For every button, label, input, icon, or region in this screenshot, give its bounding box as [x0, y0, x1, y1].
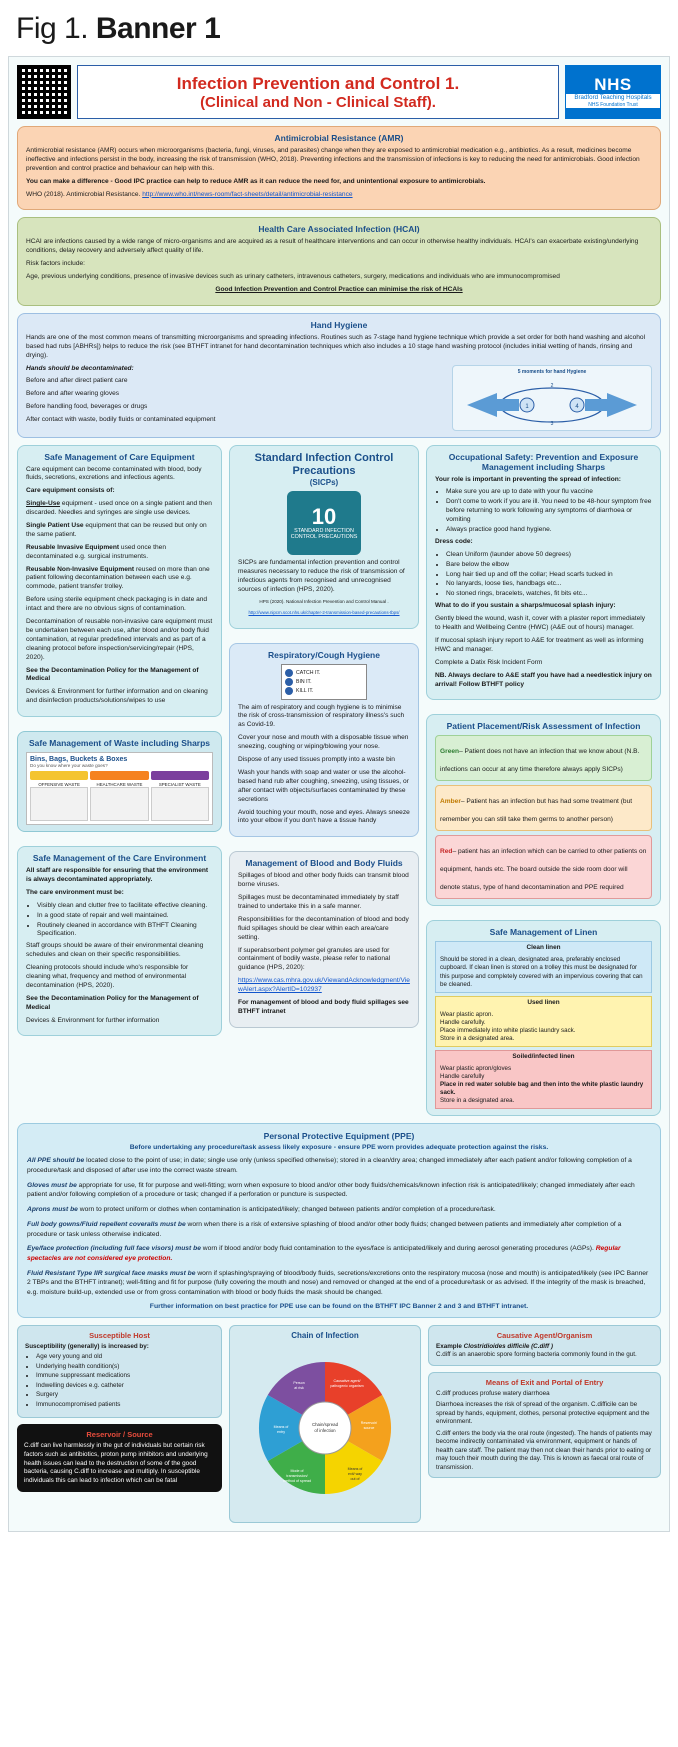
linen-used-line: Handle carefully.	[440, 1018, 486, 1026]
chain-right-column	[428, 1325, 661, 1479]
hand-hygiene-item-0: Before and after direct patient care	[26, 377, 128, 385]
svg-text:at risk: at risk	[294, 1385, 304, 1390]
susceptible-host-list	[25, 1353, 214, 1409]
hand-hygiene-item-2: Before handling food, beverages or drugs	[26, 403, 148, 411]
risk-assessment-heading: Patient Placement/Risk Assessment of Infection	[446, 721, 641, 732]
risk-red-label: Red	[440, 848, 453, 856]
ppe-para-5-keyword: Fluid Resistant Type IIR surgical face masks must be	[27, 1269, 196, 1277]
care-environment-p1: All staff are responsible for ensuring that the environment is always decontaminated appropriately.	[26, 867, 209, 883]
waste-column-image	[30, 787, 88, 821]
risk-green-label: Green	[440, 748, 460, 756]
svg-text:2: 2	[550, 382, 554, 389]
ppe-lead: Before undertaking any procedure/task assess likely exposure - ensure PPE worn provides adequate protection against the risks.	[129, 1144, 549, 1152]
occupational-sharps-p1: Gently bleed the wound, wash it, cover with a plaster report immediately to Health and Wellbeing Centre (HWC) (A&E out of hours) manager.	[435, 615, 646, 632]
respiratory-p1: The aim of respiratory and cough hygiene is to minimise the risk of cross-transmission of respiratory illness's such as Covid-19.	[238, 703, 405, 729]
means-of-exit-p2: Diarrhoea increases the risk of spread of the organism. C.difficile can be spread by hands, equipment, clothes, personal protective equipment and the environment.	[436, 1401, 650, 1426]
waste-columns	[30, 771, 209, 821]
svg-text:1: 1	[525, 403, 529, 410]
catch-it-bin-it-kill-it-poster	[281, 664, 367, 700]
five-moments-diagram	[452, 365, 652, 431]
ppe-para-1-keyword: Gloves must be	[27, 1181, 77, 1189]
poster-line-kill-text: KILL IT.	[296, 687, 314, 694]
care-equipment-section	[17, 445, 222, 717]
hand-hygiene-section	[17, 313, 661, 438]
care-equipment-item-2	[26, 544, 213, 562]
reservoir-text: C.diff can live harmlessly in the gut of individuals but certain risk factors such as antibiotics, proton pump inhibitors and underlying health issues can lead to the destruction of some of the good bacteria, causing C.diff to increase and multiply. In susceptible individuals this can lead to infection which can be fatal	[24, 1442, 208, 1484]
susceptible-host-sub: Susceptibility (generally) is increased by:	[25, 1342, 149, 1350]
ppe-para-4	[27, 1244, 651, 1263]
linen-clean-title: Clean linen	[526, 944, 561, 952]
chain-of-infection-row	[17, 1325, 661, 1523]
blood-fluids-p1: Spillages of blood and other body fluids can transmit blood borne viruses.	[238, 872, 409, 889]
sicps-section	[229, 445, 419, 629]
svg-text:of infection: of infection	[314, 1427, 336, 1433]
care-environment-p4: See the Decontamination Policy for the Management of Medical	[26, 994, 199, 1011]
care-equipment-item-0-text: equipment - used once on a single patient and then discarded. Needles and syringes are single use devices.	[26, 500, 212, 517]
occupational-sharps-p4: NB. Always declare to A&E staff you have had a needlestick injury on arrival! Follow BTHFT policy	[435, 671, 652, 688]
causative-agent-text: C.diff is an anaerobic spore forming bacteria commonly found in the gut.	[436, 1351, 637, 1359]
care-environment-section	[17, 846, 222, 1036]
care-environment-list	[26, 902, 213, 940]
poster-line-catch-text: CATCH IT.	[296, 669, 321, 676]
ppe-heading: Personal Protective Equipment (PPE)	[263, 1131, 415, 1142]
waste-column	[151, 771, 209, 821]
hcai-heading: Health Care Associated Infection (HCAI)	[258, 224, 420, 235]
hcai-footer: Good Infection Prevention and Control Practice can minimise the risk of HCAIs	[215, 286, 463, 294]
care-equipment-heading: Safe Management of Care Equipment	[44, 451, 195, 462]
care-equipment-item-1-lead: Single Patient Use	[26, 522, 84, 530]
susceptible-host-item: • Immunocompromised patients	[36, 1401, 214, 1410]
linen-soiled-line: Handle carefully	[440, 1072, 485, 1080]
linen-clean-block	[435, 941, 652, 992]
poster-line-bin-text: BIN IT.	[296, 678, 312, 685]
linen-clean-text: Should be stored in a clean, designated area, preferably enclosed cupboard. If clean linen is stored on a trolley this must be designated for this purpose and completely covered with an impervious covering that can be cleaned.	[440, 956, 643, 988]
susceptible-host-section	[17, 1325, 222, 1419]
svg-text:entry: entry	[277, 1429, 285, 1434]
ppe-para-0-keyword: All PPE should be	[27, 1157, 85, 1165]
waste-column-label: OFFENSIVE WASTE	[38, 782, 80, 788]
susceptible-host-item: • Underlying health condition(s)	[36, 1363, 214, 1372]
waste-column-image	[90, 787, 148, 821]
care-equipment-sterile: Before using sterile equipment check packaging is in date and intact and there are no obvious signs of contamination.	[26, 596, 208, 613]
tissue-icon	[285, 669, 293, 677]
linen-soiled-line: Wear plastic apron/gloves	[440, 1064, 512, 1072]
respiratory-section	[229, 643, 419, 838]
linen-soiled-title: Soiled/infected linen	[512, 1052, 575, 1060]
amr-paragraph-1: Antimicrobial resistance (AMR) occurs when microorganisms (bacteria, fungi, viruses, and parasites) change when they are exposed to antimicrobial medication e.g., antibiotics. As a result, medicines become ineffective and infections persist in the body, increasing the risk of transmission (WHO, 2018). Preventing infections and the transmission of infections is key to reducing the need for antimicrobials. Good infection prevention and control practice and behaviour can help with this.	[26, 147, 640, 172]
occupational-dress-item: • No stoned rings, bracelets, watches, fit bits etc...	[446, 590, 652, 599]
waste-poster-subtitle: Do you know where your waste goes?	[30, 763, 108, 769]
care-equipment-decon: Decontamination of reusable non-invasive care equipment must be undertaken between each use, after blood and/or body fluid contamination, at regular predefined intervals and as part of a cleaning protocol before inspection/servicing/repair (HPS, 2020).	[26, 618, 213, 661]
linen-soiled-line: Store in a designated area.	[440, 1097, 515, 1105]
occupational-dress-item: • Clean Uniform (launder above 50 degrees)	[446, 551, 652, 560]
hand-hygiene-item-3: After contact with waste, bodily fluids or contaminated equipment	[26, 416, 216, 424]
care-environment-p5: Devices & Environment for further information	[26, 1016, 160, 1024]
ppe-para-4-text: worn if blood and/or body fluid contamination to the eyes/face is anticipated/likely and during aerosol generating procedures (AGPs).	[200, 1245, 596, 1253]
poster-body	[8, 56, 670, 1532]
poster-title-line1: Infection Prevention and Control 1.	[176, 73, 460, 93]
care-equipment-see: See the Decontamination Policy for the Management of Medical	[26, 666, 199, 683]
occupational-role-title: Your role is important in preventing the spread of infection:	[435, 475, 621, 483]
care-equipment-p1: Care equipment can become contaminated with blood, body fluids, secretions, excretions and infectious agents.	[26, 465, 202, 482]
hcai-risk-title: Risk factors include:	[26, 260, 85, 268]
ppe-footer: Further information on best practice for PPE use can be found on the BTHFT IPC Banner 2 and 3 and BTHFT intranet.	[149, 1302, 529, 1310]
chain-left-column	[17, 1325, 222, 1492]
column-left	[17, 445, 222, 1037]
five-moments-illustration	[457, 375, 647, 427]
svg-text:Means of: Means of	[347, 1466, 363, 1471]
sicps-title-line3: (SICPs)	[309, 477, 339, 487]
occupational-dress-list	[435, 551, 652, 599]
occupational-dress-item: • Long hair tied up and off the collar; Head scarfs tucked in	[446, 571, 652, 580]
reservoir-source-section	[17, 1424, 222, 1491]
qr-code-icon[interactable]	[17, 65, 71, 119]
blood-fluids-p4: If superabsorbent polymer gel granules are used for containment of bodily waste, please refer to national guidance (HPS, 2020):	[238, 946, 391, 972]
blood-fluids-link[interactable]: https://www.cas.mhra.gov.uk/ViewandAcknowledgment/ViewAlert.aspx?AlertID=102937	[238, 977, 410, 994]
svg-text:Reservoir/: Reservoir/	[360, 1420, 378, 1425]
linen-section	[426, 920, 661, 1116]
care-environment-item: • Routinely cleaned in accordance with BTHFT Cleaning Specification.	[37, 922, 213, 940]
sicps-badge-number: 10	[311, 503, 337, 529]
amr-reference	[26, 191, 652, 200]
care-equipment-item-3-lead: Reusable Non-Invasive Equipment	[26, 565, 135, 573]
care-environment-sub: The care environment must be:	[26, 888, 124, 896]
waste-column-label: SPECIALIST WASTE	[158, 782, 201, 788]
care-environment-item: • Visibly clean and clutter free to facilitate effective cleaning.	[37, 902, 213, 911]
care-equipment-see2: Devices & Environment for further information and on cleaning and disinfection products/solutions/wipes to use	[26, 688, 208, 705]
risk-amber	[435, 785, 652, 831]
occupational-role-item: • Always practice good hand hygiene.	[446, 526, 652, 535]
linen-soiled-line: Place in red water soluble bag and then into the white plastic laundry sack.	[440, 1081, 644, 1097]
ppe-para-2-keyword: Aprons must be	[27, 1206, 78, 1214]
waste-column-label: HEALTHCARE WASTE	[96, 782, 143, 788]
svg-text:Mode of: Mode of	[290, 1468, 304, 1473]
column-middle	[229, 445, 419, 1028]
amr-reference-text: WHO (2018). Antimicrobial Resistance.	[26, 190, 141, 198]
sicps-reference: HPS (2020). National Infection Prevention and Control Manual .	[259, 598, 389, 604]
waste-poster-title: Bins, Bags, Buckets & Boxes	[30, 756, 128, 764]
ppe-para-4-keyword: Eye/face protection (including full face visors) must be	[27, 1245, 201, 1253]
ppe-para-4-tail: Regular spectacles are not considered eye protection.	[27, 1245, 621, 1262]
hand-hygiene-paragraph: Hands are one of the most common means of transmitting microorganisms and spreading infections. Routines such as 7-stage hand hygiene technique which provide a set order for both hand washing and alcohol based had rubs [ABHRs]) helps to reduce the risk (see BTHFT intranet for hand decontamination techniques which also includes a 10 stage hand washing protocol (includes initial wetting of hands, rinsing and drying).	[26, 333, 646, 359]
care-equipment-item-2-lead: Reusable Invasive Equipment	[26, 543, 120, 551]
amr-paragraph-2: You can make a difference - Good IPC practice can help to reduce AMR as it can reduce the need for, and unintentional exposure to antimicrobials.	[26, 177, 486, 185]
linen-soiled-block	[435, 1050, 652, 1109]
occupational-dress-item: • Bare below the elbow	[446, 561, 652, 570]
means-of-exit-heading: Means of Exit and Portal of Entry	[485, 1377, 604, 1387]
svg-text:transmission/: transmission/	[286, 1473, 308, 1478]
svg-text:out of: out of	[350, 1476, 360, 1481]
ppe-para-1	[27, 1181, 651, 1200]
nhs-logo	[565, 65, 661, 119]
care-equipment-item-2-text: used once then decontaminated e.g. surgical instruments.	[26, 543, 167, 560]
care-environment-p2: Staff groups should be aware of their environmental cleaning schedules and clean on their specific responsibilities.	[26, 942, 204, 959]
care-equipment-sub: Care equipment consists of:	[26, 487, 115, 495]
sicps-title-line2: Precautions	[292, 464, 356, 477]
risk-red-text: – patient has an infection which can be carried to other patients on equipment, hands etc. The board outside the side room door will denote status, type of hand decontamination and PPE required	[440, 848, 647, 892]
poster-line-bin	[285, 678, 363, 686]
sicps-paragraph: SICPs are fundamental infection prevention and control measures necessary to reduce the risk of transmission of infectious agents from recognised and unrecognised sources of infection (HPS, 2020).	[238, 558, 405, 593]
amr-section	[17, 126, 661, 210]
nhs-logo-text: NHS	[594, 75, 632, 95]
causative-agent-example-label: Example	[436, 1342, 462, 1350]
hand-hygiene-heading: Hand Hygiene	[310, 319, 368, 330]
sicps-title-line1: Standard Infection Control	[254, 451, 394, 464]
occupational-heading: Occupational Safety: Prevention and Exposure Management including Sharps	[448, 451, 639, 472]
risk-red	[435, 835, 652, 899]
handwash-icon	[285, 687, 293, 695]
trust-name: Bradford Teaching Hospitals	[566, 94, 660, 103]
risk-green-text: – Patient does not have an infection that we know about (N.B. infections can occur at any time therefore always apply SICPs)	[440, 748, 640, 774]
amr-heading: Antimicrobial Resistance (AMR)	[274, 133, 404, 143]
causative-agent-heading: Causative Agent/Organism	[496, 1330, 593, 1340]
care-environment-p3: Cleaning protocols should include who's responsible for cleaning what, frequency and method of environmental decontamination (HPS, 2020).	[26, 964, 189, 989]
svg-text:Causative agent/: Causative agent/	[333, 1378, 361, 1383]
care-equipment-item-1-text: equipment that can be reused but only on the same patient.	[26, 522, 207, 538]
means-of-exit-p1: C.diff produces profuse watery diarrhoea	[436, 1389, 550, 1397]
svg-text:method of spread: method of spread	[283, 1478, 311, 1483]
ppe-para-0-text: located close to the point of use; in date; single use only (unless specified otherwise); stored in a clean/dry area; changed immediately after each patient and/or following completion of a procedure/task and disposed of after use into the correct waste stream.	[27, 1157, 632, 1174]
five-moments-title: 5 moments for hand Hygiene	[517, 368, 587, 375]
poster-title-bar	[17, 65, 661, 119]
risk-assessment-section	[426, 714, 661, 906]
column-right	[426, 445, 661, 1117]
waste-section	[17, 731, 222, 832]
blood-fluids-heading: Management of Blood and Body Fluids	[245, 858, 403, 869]
waste-heading: Safe Management of Waste including Sharps	[28, 738, 211, 749]
ppe-section	[17, 1123, 661, 1318]
chain-wheel	[235, 1344, 415, 1512]
figure-label: Fig 1.	[16, 12, 89, 45]
ppe-para-5-text: worn if splashing/spraying of blood/body fluids, secretions/excretions onto the respiratory mucosa (nose and mouth) is anticipated/likely (see IPC Banner 2 TBPs and the BTHFT intranet); well-fitting and fit for purpose (fully covering the mouth and nose) and removed or changed at the end of a procedure/task or as advised. If the integrity of the mask is breached, e.g. moisture build-up, extended use or from gross contamination with blood or body fluids the mask should be changed.	[27, 1269, 649, 1297]
linen-soiled-lines	[436, 1062, 651, 1108]
poster-line-catch	[285, 669, 363, 677]
hcai-risk-text: Age, previous underlying conditions, presence of invasive devices such as urinary catheters, intravenous catheters, surgery, medications and individuals who are immunocompromised	[26, 273, 560, 281]
risk-amber-label: Amber	[440, 798, 461, 806]
svg-text:source: source	[363, 1425, 375, 1430]
susceptible-host-item: • Indwelling devices e.g. catheter	[36, 1382, 214, 1391]
susceptible-host-item: • Immune suppressant medications	[36, 1372, 214, 1381]
linen-used-line: Wear plastic apron.	[440, 1010, 494, 1018]
bin-icon	[285, 678, 293, 686]
waste-column-image	[151, 787, 209, 821]
linen-used-lines	[436, 1008, 651, 1046]
occupational-role-item: • Don't come to work if you are ill. You need to be 48-hour symptom free before returning to work following any symptoms of diarrhoea or vomiting	[446, 498, 652, 525]
hcai-section	[17, 217, 661, 305]
respiratory-heading: Respiratory/Cough Hygiene	[268, 649, 380, 660]
sicps-badge	[287, 491, 361, 555]
svg-text:Chain/spread: Chain/spread	[311, 1421, 339, 1427]
linen-used-block	[435, 996, 652, 1047]
ppe-para-5	[27, 1269, 651, 1298]
hcai-paragraph-1: HCAI are infections caused by a wide range of micro-organisms and are acquired as a result of healthcare interventions and can occur in otherwise healthy individuals. HCAI's can exacerbate existing/underlying conditions, delay recovery and adversely affect quality of life.	[26, 238, 639, 255]
waste-column	[90, 771, 148, 821]
ppe-para-0	[27, 1156, 651, 1175]
occupational-dress-item: • No lanyards, loose ties, handbags etc...	[446, 580, 652, 589]
hand-hygiene-sub: Hands should be decontaminated:	[26, 364, 134, 372]
susceptible-host-item: • Age very young and old	[36, 1353, 214, 1362]
causative-agent-section	[428, 1325, 661, 1366]
hand-hygiene-item-1: Before and after wearing gloves	[26, 390, 120, 398]
figure-title: Banner 1	[95, 12, 221, 45]
waste-poster	[26, 752, 213, 825]
ppe-para-1-text: appropriate for use, fit for purpose and well-fitting; worn when exposure to blood and/or other body fluids/chemicals/known infection risk is anticipated/likely; changed immediately after each patient and/or following completion of a procedure or task; changed if a perforation or puncture is suspected.	[27, 1181, 635, 1199]
ppe-para-3-text: worn when there is a risk of extensive splashing of blood and/or other body fluids; changed between patients and immediately after completion of a procedure or task unless otherwise indicated.	[27, 1220, 622, 1238]
reservoir-heading: Reservoir / Source	[86, 1430, 153, 1440]
occupational-dress-title: Dress code:	[435, 537, 473, 545]
chain-middle-column	[229, 1325, 421, 1523]
occupational-sharps-p2: If mucosal splash injury report to A&E for treatment as well as informing HWC and manager.	[435, 636, 644, 653]
care-equipment-item-3	[26, 566, 213, 593]
main-three-column-row	[17, 445, 661, 1117]
chain-of-infection-diagram	[229, 1325, 421, 1523]
respiratory-p4: Wash your hands with soap and water or use the alcohol-based hand rub after coughing, sneezing, using tissues, or after contact with objects/surfaces contaminated by these secretions	[238, 768, 409, 803]
blood-fluids-p5: For management of blood and body fluid spillages see BTHFT intranet	[238, 998, 409, 1015]
care-environment-item: • In a good state of repair and well maintained.	[37, 912, 213, 921]
ppe-para-3	[27, 1220, 651, 1239]
occupational-role-list	[435, 488, 652, 534]
causative-agent-example	[436, 1343, 653, 1352]
svg-text:exit/ way: exit/ way	[348, 1471, 362, 1476]
linen-used-title: Used linen	[527, 998, 560, 1006]
sicps-reference-link[interactable]: http://www.nipcm.scot.nhs.uk/chapter-2-transmission-based-precautions-tbps/	[248, 609, 400, 615]
figure-heading	[0, 0, 678, 52]
amr-reference-link[interactable]: http://www.who.int/news-room/fact-sheets/detail/antimicrobial-resistance	[142, 190, 353, 198]
blood-fluids-p3: Responsibilities for the decontamination of blood and body fluid spillages should be clear within each area/care setting.	[238, 915, 409, 941]
svg-text:Person: Person	[293, 1380, 305, 1385]
poster-title-line2: (Clinical and Non - Clinical Staff).	[200, 93, 436, 111]
respiratory-p2: Cover your nose and mouth with a disposable tissue when sneezing, coughing or wiping/blowing your nose.	[238, 734, 409, 751]
care-equipment-item-3-text: reused on more than one patient following decontamination between each use e.g. commode, patient transfer trolley.	[26, 565, 210, 591]
blood-fluids-p2: Spillages must be decontaminated immediately by staff trained to undertake this in a safe manner.	[238, 894, 399, 910]
ppe-para-3-keyword: Full body gowns/Fluid repellent coveralls must be	[27, 1220, 186, 1228]
risk-amber-text: – Patient has an infection but has had some treatment (but remember you can still take them germs to another person)	[440, 798, 633, 824]
waste-column	[30, 771, 88, 821]
blood-fluids-section	[229, 851, 419, 1027]
linen-used-line: Store in a designated area.	[440, 1034, 515, 1042]
svg-text:Means of: Means of	[273, 1424, 289, 1429]
svg-text:3: 3	[550, 420, 554, 427]
causative-agent-example-organism: Clostridioides difficile (C.diff )	[463, 1342, 553, 1350]
care-equipment-item-0-lead: Single-Use	[26, 500, 61, 508]
sicps-badge-caption: STANDARD INFECTION CONTROL PRECAUTIONS	[290, 527, 358, 540]
poster-line-kill	[285, 687, 363, 695]
ppe-para-2-text: worn to protect uniform or clothes when contamination is anticipated/likely; changed between patients and/or completion of a procedure/task.	[77, 1206, 496, 1214]
ppe-para-2	[27, 1205, 651, 1215]
occupational-sharps-p3: Complete a Datix Risk Incident Form	[435, 658, 543, 666]
linen-heading: Safe Management of Linen	[489, 927, 598, 938]
occupational-safety-section	[426, 445, 661, 701]
means-of-exit-section	[428, 1372, 661, 1479]
trust-subname: NHS Foundation Trust	[566, 103, 660, 108]
susceptible-host-heading: Susceptible Host	[89, 1330, 150, 1340]
occupational-role-item: • Make sure you are up to date with your flu vaccine	[446, 488, 652, 497]
risk-green	[435, 735, 652, 781]
svg-text:4: 4	[575, 403, 579, 410]
care-environment-heading: Safe Management of the Care Environment	[32, 853, 207, 864]
means-of-exit-p3: C.diff enters the body via the oral route (ingested). The hands of patients may become indirectly contaminated via environment, equipment or hands of health care staff. The patient may then not clean their hands prior to eating or may touch their mouth during the day. This is known as faecal oral route of transmission.	[436, 1429, 652, 1471]
chain-heading: Chain of Infection	[291, 1330, 359, 1340]
respiratory-p3: Dispose of any used tissues promptly into a waste bin	[238, 756, 395, 764]
occupational-sharps-title: What to do if you sustain a sharps/mucosal splash injury:	[435, 602, 616, 610]
care-equipment-item-0	[26, 500, 213, 518]
svg-text:pathogenic organism: pathogenic organism	[330, 1383, 364, 1388]
linen-used-line: Place immediately into white plastic laundry sack.	[440, 1026, 576, 1034]
care-equipment-item-1	[26, 522, 213, 540]
respiratory-p5: Avoid touching your mouth, nose and eyes. Always sneeze into your elbow if you don't have a tissue handy	[238, 808, 410, 825]
poster-title-box	[77, 65, 559, 119]
susceptible-host-item: • Surgery	[36, 1391, 214, 1400]
